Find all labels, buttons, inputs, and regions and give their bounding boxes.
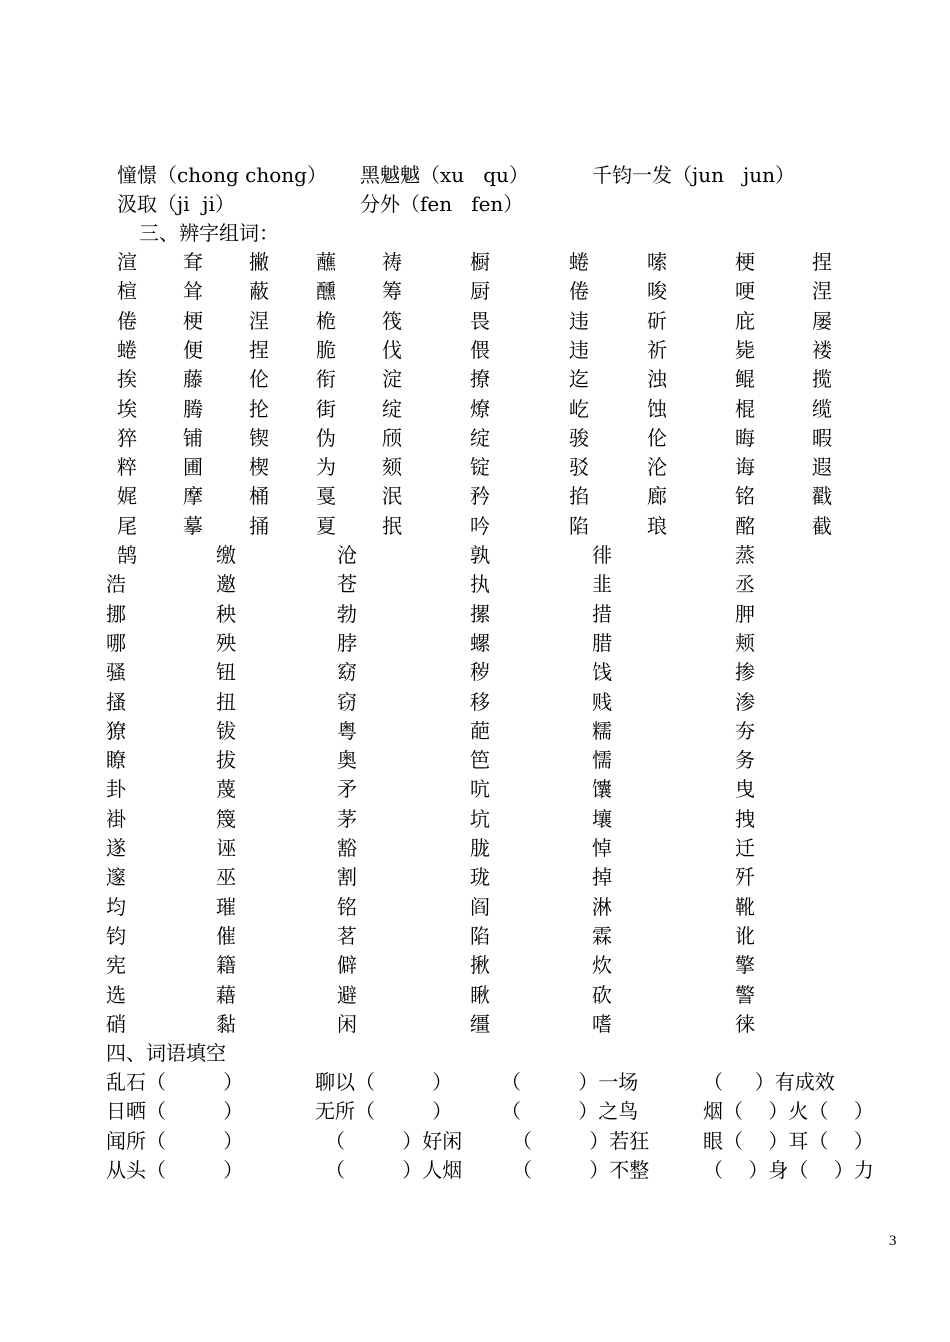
fill-blank-phrase: 无所（ ）: [315, 1099, 453, 1124]
character-cell: 懦: [592, 748, 612, 773]
character-cell: 骚: [106, 660, 126, 685]
character-cell: 讹: [735, 923, 755, 948]
fill-blank-phrase: 从头（ ）: [106, 1157, 244, 1182]
character-cell: 倦: [569, 279, 589, 304]
character-cell: 庇: [735, 308, 755, 333]
character-cell: 鲲: [735, 367, 755, 392]
character-cell: 歼: [735, 865, 755, 890]
character-cell: 豁: [337, 836, 357, 860]
character-cell: 警: [735, 982, 755, 1007]
character-cell: 绽: [470, 425, 490, 450]
character-cell: 砍: [592, 982, 612, 1007]
character-cell: 违: [569, 337, 589, 362]
character-cell: 瞅: [470, 982, 490, 1007]
character-cell: 锲: [249, 425, 269, 450]
character-cell: 揪: [470, 953, 490, 978]
character-cell: 蔑: [216, 777, 236, 802]
character-cell: 棍: [735, 396, 755, 421]
character-cell: 屡: [812, 308, 832, 333]
character-cell: 嗦: [647, 250, 667, 274]
character-cell: 便: [183, 337, 203, 362]
character-cell: 泯: [382, 484, 402, 509]
character-cell: 藤: [183, 367, 203, 392]
character-cell: 倦: [117, 308, 137, 333]
character-cell: 钧: [106, 923, 126, 948]
character-cell: 掺: [735, 660, 755, 685]
character-cell: 迄: [569, 367, 589, 392]
character-cell: 廊: [647, 484, 667, 509]
character-cell: 遂: [106, 836, 126, 860]
character-cell: 圃: [183, 455, 203, 480]
character-cell: 搔: [106, 689, 126, 714]
character-cell: 蘸: [316, 250, 336, 274]
character-cell: 壤: [592, 806, 612, 831]
character-cell: 僻: [337, 953, 357, 978]
character-cell: 选: [106, 982, 126, 1007]
character-cell: 掐: [569, 484, 589, 509]
character-cell: 缆: [812, 396, 832, 421]
character-cell: 巫: [216, 865, 236, 890]
character-cell: 藉: [216, 982, 236, 1007]
fill-blank-phrase: 眼（ ）耳（ ）: [703, 1128, 874, 1153]
character-cell: 遐: [812, 455, 832, 480]
character-cell: 务: [735, 748, 755, 773]
character-cell: 骏: [569, 425, 589, 450]
character-cell: 伐: [382, 337, 402, 362]
character-cell: 催: [216, 923, 236, 948]
character-cell: 獠: [106, 718, 126, 743]
character-cell: 耸: [183, 279, 203, 304]
character-cell: 粹: [117, 455, 137, 480]
character-cell: 籍: [216, 953, 236, 978]
character-cell: 夏: [316, 513, 336, 538]
character-cell: 酩: [735, 513, 755, 538]
character-cell: 卦: [106, 777, 126, 802]
character-cell: 渲: [117, 250, 137, 274]
character-cell: 均: [106, 894, 126, 919]
character-cell: 靴: [735, 894, 755, 919]
character-cell: 邀: [216, 572, 236, 597]
character-cell: 葩: [470, 718, 490, 743]
character-cell: 馕: [592, 777, 612, 802]
character-cell: 楔: [249, 455, 269, 480]
character-cell: 娓: [117, 484, 137, 509]
character-cell: 猝: [117, 425, 137, 450]
character-cell: 燎: [470, 396, 490, 421]
character-cell: 缴: [216, 543, 236, 567]
character-cell: 黏: [216, 1011, 236, 1036]
character-cell: 徕: [735, 1011, 755, 1036]
character-cell: 丞: [735, 572, 755, 597]
character-cell: 孰: [470, 543, 490, 567]
character-cell: 诲: [735, 455, 755, 480]
character-cell: 腾: [183, 396, 203, 421]
character-cell: 执: [470, 572, 490, 597]
character-cell: 浊: [647, 367, 667, 392]
character-cell: 避: [337, 982, 357, 1007]
character-cell: 蔽: [249, 279, 269, 304]
character-cell: 偎: [470, 337, 490, 362]
fill-blank-phrase: （ ）一场: [501, 1070, 639, 1094]
character-cell: 驳: [569, 455, 589, 480]
character-cell: 梗: [183, 308, 203, 333]
character-cell: 戛: [316, 484, 336, 509]
fill-blank-phrase: （ ）好闲: [325, 1128, 463, 1153]
character-cell: 淋: [592, 894, 612, 919]
character-cell: 梗: [735, 250, 755, 274]
character-cell: 琅: [647, 513, 667, 538]
character-cell: 晦: [735, 425, 755, 450]
fill-blank-phrase: 聊以（ ）: [315, 1070, 453, 1094]
fill-blank-phrase: （ ）身（ ）力: [703, 1157, 874, 1182]
character-cell: 耷: [183, 250, 203, 274]
character-cell: 矜: [470, 484, 490, 509]
character-cell: 吭: [470, 777, 490, 802]
character-cell: 瞭: [106, 748, 126, 773]
character-cell: 扭: [216, 689, 236, 714]
character-cell: 颀: [382, 425, 402, 450]
character-cell: 璀: [216, 894, 236, 919]
character-cell: 捅: [249, 513, 269, 538]
character-cell: 楦: [117, 279, 137, 304]
character-cell: 涅: [812, 279, 832, 304]
character-cell: 挪: [106, 601, 126, 626]
character-cell: 拽: [735, 806, 755, 831]
character-cell: 褂: [106, 806, 126, 831]
character-cell: 腊: [592, 630, 612, 655]
character-cell: 桅: [316, 308, 336, 333]
character-cell: 畏: [470, 308, 490, 333]
character-cell: 悼: [592, 836, 612, 860]
character-cell: 闲: [337, 1011, 357, 1036]
character-cell: 秧: [216, 601, 236, 626]
character-cell: 尾: [117, 513, 137, 538]
character-cell: 筹: [382, 279, 402, 304]
character-cell: 挨: [117, 367, 137, 392]
character-cell: 橱: [470, 250, 490, 274]
fill-blank-phrase: 日晒（ ）: [106, 1099, 244, 1124]
character-cell: 厨: [470, 279, 490, 304]
character-cell: 糯: [592, 718, 612, 743]
character-cell: 擎: [735, 953, 755, 978]
character-cell: 祈: [647, 337, 667, 362]
character-cell: 曳: [735, 777, 755, 802]
character-cell: 哪: [106, 630, 126, 655]
character-cell: 篾: [216, 806, 236, 831]
character-cell: 摞: [470, 601, 490, 626]
character-cell: 截: [812, 513, 832, 538]
character-cell: 铺: [183, 425, 203, 450]
character-cell: 暇: [812, 425, 832, 450]
character-cell: 浩: [106, 572, 126, 597]
character-cell: 醺: [316, 279, 336, 304]
character-cell: 抡: [249, 396, 269, 421]
character-cell: 茅: [337, 806, 357, 831]
character-cell: 奥: [337, 748, 357, 773]
character-cell: 嗜: [592, 1011, 612, 1036]
character-cell: 铭: [337, 894, 357, 919]
character-cell: 蜷: [569, 250, 589, 274]
character-cell: 衔: [316, 367, 336, 392]
character-cell: 钹: [216, 718, 236, 743]
character-cell: 伪: [316, 425, 336, 450]
character-cell: 锭: [470, 455, 490, 480]
character-cell: 哽: [735, 279, 755, 304]
character-cell: 珑: [470, 865, 490, 890]
fill-blank-phrase: （ ）有成效: [703, 1070, 835, 1094]
character-cell: 诬: [216, 836, 236, 860]
pinyin-item: 千钧一发（jun jun）: [592, 163, 795, 187]
character-cell: 饯: [592, 660, 612, 685]
character-cell: 徘: [592, 543, 612, 567]
character-cell: 涅: [249, 308, 269, 333]
character-cell: 邃: [106, 865, 126, 890]
character-cell: 宪: [106, 953, 126, 978]
section-heading: 三、辨字组词：: [139, 221, 279, 245]
fill-blank-phrase: 闻所（ ）: [106, 1128, 244, 1153]
character-cell: 铭: [735, 484, 755, 509]
character-cell: 陷: [569, 513, 589, 538]
character-cell: 筏: [382, 308, 402, 333]
character-cell: 炊: [592, 953, 612, 978]
character-cell: 笆: [470, 748, 490, 773]
fill-blank-phrase: （ ）人烟: [325, 1157, 463, 1182]
pinyin-item: 憧憬（chong chong）: [117, 163, 327, 187]
character-cell: 唆: [647, 279, 667, 304]
character-cell: 埃: [117, 396, 137, 421]
character-cell: 韭: [592, 572, 612, 597]
character-cell: 沧: [337, 543, 357, 567]
character-cell: 夯: [735, 718, 755, 743]
character-cell: 秽: [470, 660, 490, 685]
character-cell: 颏: [382, 455, 402, 480]
character-cell: 窈: [337, 660, 357, 685]
fill-blank-phrase: （ ）之鸟: [501, 1099, 639, 1124]
character-cell: 伦: [249, 367, 269, 392]
character-cell: 胧: [470, 836, 490, 860]
character-cell: 沦: [647, 455, 667, 480]
character-cell: 割: [337, 865, 357, 890]
character-cell: 胛: [735, 601, 755, 626]
character-cell: 伦: [647, 425, 667, 450]
character-cell: 斫: [647, 308, 667, 333]
character-cell: 鹄: [117, 543, 137, 567]
character-cell: 苍: [337, 572, 357, 597]
character-cell: 缰: [470, 1011, 490, 1036]
character-cell: 桶: [249, 484, 269, 509]
character-cell: 淀: [382, 367, 402, 392]
character-cell: 街: [316, 396, 336, 421]
character-cell: 茗: [337, 923, 357, 948]
page-number: 3: [889, 1233, 897, 1249]
character-cell: 移: [470, 689, 490, 714]
character-cell: 窃: [337, 689, 357, 714]
fill-blank-phrase: 烟（ ）火（ ）: [703, 1099, 874, 1124]
fill-blank-phrase: （ ）不整: [512, 1157, 650, 1182]
character-cell: 勃: [337, 601, 357, 626]
character-cell: 揽: [812, 367, 832, 392]
character-cell: 殃: [216, 630, 236, 655]
character-cell: 戳: [812, 484, 832, 509]
character-cell: 阎: [470, 894, 490, 919]
character-cell: 捏: [249, 337, 269, 362]
character-cell: 钮: [216, 660, 236, 685]
character-cell: 屹: [569, 396, 589, 421]
character-cell: 祷: [382, 250, 402, 274]
character-cell: 撇: [249, 250, 269, 274]
character-cell: 迁: [735, 836, 755, 860]
character-cell: 拔: [216, 748, 236, 773]
character-cell: 吟: [470, 513, 490, 538]
character-cell: 撩: [470, 367, 490, 392]
character-cell: 蜷: [117, 337, 137, 362]
character-cell: 绽: [382, 396, 402, 421]
pinyin-item: 黑魆魆（xu qu）: [360, 163, 529, 187]
pinyin-item: 分外（fen fen）: [360, 192, 524, 216]
character-cell: 措: [592, 601, 612, 626]
character-cell: 脆: [316, 337, 336, 362]
character-cell: 摹: [183, 513, 203, 538]
character-cell: 硝: [106, 1011, 126, 1036]
character-cell: 为: [316, 455, 336, 480]
character-cell: 矛: [337, 777, 357, 802]
character-cell: 颊: [735, 630, 755, 655]
fill-blank-phrase: 乱石（ ）: [106, 1070, 244, 1094]
character-cell: 蚀: [647, 396, 667, 421]
character-cell: 毙: [735, 337, 755, 362]
character-cell: 粤: [337, 718, 357, 743]
character-cell: 霖: [592, 923, 612, 948]
character-cell: 抿: [382, 513, 402, 538]
character-cell: 渗: [735, 689, 755, 714]
character-cell: 螺: [470, 630, 490, 655]
character-cell: 陷: [470, 923, 490, 948]
character-cell: 褛: [812, 337, 832, 362]
character-cell: 贱: [592, 689, 612, 714]
fill-blank-phrase: （ ）若狂: [512, 1128, 650, 1153]
character-cell: 摩: [183, 484, 203, 509]
character-cell: 捏: [812, 250, 832, 274]
character-cell: 掉: [592, 865, 612, 890]
pinyin-item: 汲取（ji ji）: [117, 192, 235, 216]
section-heading: 四、词语填空: [106, 1041, 226, 1065]
character-cell: 坑: [470, 806, 490, 831]
character-cell: 脖: [337, 630, 357, 655]
character-cell: 违: [569, 308, 589, 333]
character-cell: 蒸: [735, 543, 755, 567]
